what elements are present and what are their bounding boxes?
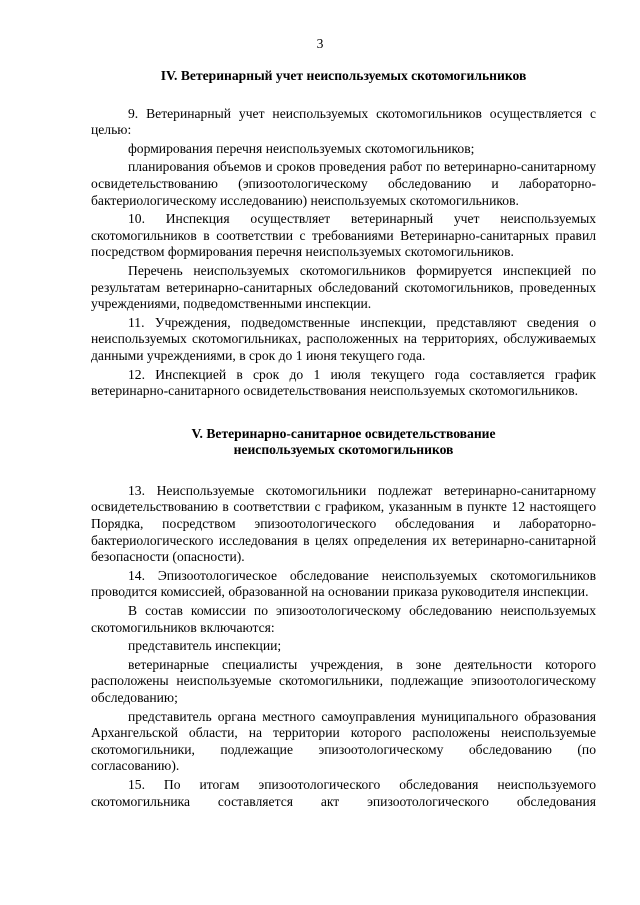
paragraph-14-member-2: ветеринарные специалисты учреждения, в зоне деятельности которого расположены неиспользуемые скотомогильники, подлежащие эпизоотологическому обследованию; <box>91 656 596 705</box>
paragraph-15: 15. По итогам эпизоотологического обследования неиспользуемого скотомогильника составляется акт эпизоотологического обследования <box>91 776 596 809</box>
paragraph-13: 13. Неиспользуемые скотомогильники подлежат ветеринарно-санитарному освидетельствованию в соответствии с графиком, указанным в пункте 12 настоящего Порядка, посредством эпизоотологического обследования и лабораторно-бактериологического исследования в целях определения их ветеринарно-санитарной безопасности (опасности). <box>91 482 596 565</box>
paragraph-11: 11. Учреждения, подведомственные инспекции, представляют сведения о неиспользуемых скотомогильниках, расположенных на территориях, обслуживаемых данными учреждениями, в срок до 1 июня текущего года. <box>91 314 596 363</box>
section-5-heading <box>91 426 596 459</box>
paragraph-14: 14. Эпизоотологическое обследование неиспользуемых скотомогильников проводится комиссией, образованной на основании приказа руководителя инспекции. <box>91 567 596 600</box>
paragraph-10-list: Перечень неиспользуемых скотомогильников формируется инспекцией по результатам ветеринарно-санитарных обследований скотомогильников, проведенных учреждениями, подведомственными инспекции. <box>91 262 596 312</box>
paragraph-14-member-3: представитель органа местного самоуправления муниципального образования Архангельской области, на территории которого расположены неиспользуемые скотомогильники, подлежащие эпизоотологическому обследованию (по согласованию). <box>91 708 596 774</box>
paragraph-14-member-1: представитель инспекции; <box>128 638 282 654</box>
section-5-heading-line-1: V. Ветеринарно-санитарное освидетельствование <box>191 425 496 441</box>
paragraph-14-commission: В состав комиссии по эпизоотологическому обследованию неиспользуемых скотомогильников включаются: <box>91 603 596 635</box>
paragraph-12: 12. Инспекцией в срок до 1 июля текущего года составляется график ветеринарно-санитарного освидетельствования неиспользуемых скотомогильников. <box>91 366 596 399</box>
paragraph-9-item-2: планирования объемов и сроков проведения работ по ветеринарно-санитарному освидетельствованию (эпизоотологическому обследованию и лабораторно-бактериологическому исследованию) неиспользуемых скотомогильников. <box>91 159 596 208</box>
paragraph-10: 10. Инспекция осуществляет ветеринарный учет неиспользуемых скотомогильников в соответствии с требованиями Ветеринарно-санитарных правил посредством формирования перечня неиспользуемых скотомогильников. <box>91 211 596 260</box>
page-number: 3 <box>316 36 324 51</box>
paragraph-9: 9. Ветеринарный учет неиспользуемых скотомогильников осуществляется с целью: <box>91 105 596 138</box>
paragraph-9-item-1: формирования перечня неиспользуемых скотомогильников; <box>128 140 475 156</box>
document-body <box>91 64 596 812</box>
section-5-heading-line-2: неиспользуемых скотомогильников <box>233 442 454 458</box>
section-4-heading: IV. Ветеринарный учет неиспользуемых скотомогильников <box>160 68 527 83</box>
